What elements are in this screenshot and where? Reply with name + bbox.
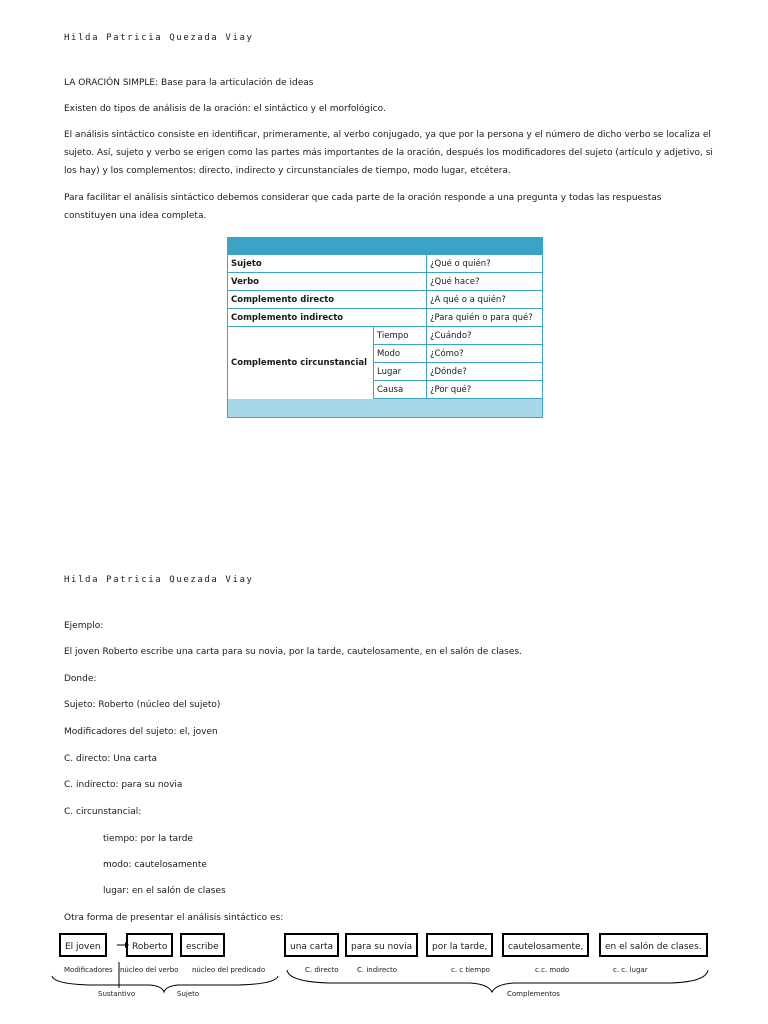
sentence-part-box: para su novia	[345, 933, 418, 957]
example-subline: tiempo: por la tarde	[103, 834, 193, 844]
sentence-part-box: por la tarde,	[426, 933, 493, 957]
example-line: C. indirecto: para su novia	[64, 780, 183, 790]
box-label: c. c tiempo	[451, 966, 490, 974]
example-line: Donde:	[64, 674, 97, 684]
box-label: c. c. lugar	[613, 966, 648, 974]
arrow-head	[125, 942, 129, 948]
table-row	[228, 273, 543, 291]
sentence-part-box: en el salón de clases.	[599, 933, 708, 957]
page1-author: Hilda Patricia Quezada Viay	[64, 33, 254, 43]
table-cell-question: ¿Cuándo?	[427, 327, 543, 345]
table-cell-part: Complemento directo	[228, 291, 427, 309]
page2-author: Hilda Patricia Quezada Viay	[64, 575, 254, 585]
sentence-part-box: una carta	[284, 933, 339, 957]
table-cell-sub: Modo	[374, 345, 427, 363]
table-row	[228, 327, 543, 345]
table-header-row	[228, 238, 543, 256]
table-cell-question: ¿Dónde?	[427, 363, 543, 381]
table-cell-question: ¿A qué o a quién?	[427, 291, 543, 309]
analysis-brackets	[0, 930, 768, 1000]
syntax-questions-table	[227, 237, 543, 418]
example-line: Ejemplo:	[64, 621, 104, 631]
box-label: C. directo	[305, 966, 339, 974]
example-subline: modo: cautelosamente	[103, 860, 207, 870]
sentence-part-box: El joven	[59, 933, 107, 957]
alt-analysis-intro: Otra forma de presentar el análisis sintáctico es:	[64, 913, 284, 923]
page1-paragraph-3: Para facilitar el análisis sintáctico debemos considerar que cada parte de la oración responde a una pregunta y todas las respuestas constituyen una idea completa.	[64, 193, 662, 221]
table-footer-row	[228, 399, 543, 418]
box-label: núcleo del predicado	[192, 966, 266, 974]
table-cell-question: ¿Por qué?	[427, 381, 543, 399]
table-cell-question: ¿Qué hace?	[427, 273, 543, 291]
sujeto-brace	[52, 976, 278, 992]
table-row	[228, 309, 543, 327]
box-label: c.c. modo	[535, 966, 570, 974]
example-line: El joven Roberto escribe una carta para su novia, por la tarde, cautelosamente, en el salón de clases.	[64, 647, 522, 657]
page1-paragraph-2: El análisis sintáctico consiste en identificar, primeramente, al verbo conjugado, ya que por la persona y el número de dicho verbo se localiza el sujeto. Así, sujeto y verbo se erigen como las partes más importantes de la oración, después los modificadores del sujeto (artículo y adjetivo, si los hay) y los complementos: directo, indirecto y circunstanciales de tiempo, modo lugar, etcétera.	[64, 130, 713, 176]
table-cell-part: Verbo	[228, 273, 427, 291]
example-line: C. circunstancial:	[64, 807, 142, 817]
group-label: Sustantivo	[98, 990, 136, 998]
table-cell-sub: Causa	[374, 381, 427, 399]
table-row	[228, 255, 543, 273]
example-subline: lugar: en el salón de clases	[103, 886, 226, 896]
table-cell-part: Sujeto	[228, 255, 427, 273]
example-line: Modificadores del sujeto: el, joven	[64, 727, 218, 737]
complementos-brace	[287, 970, 708, 992]
table-row	[228, 291, 543, 309]
table-cell-part: Complemento indirecto	[228, 309, 427, 327]
table-cell-question: ¿Para quién o para qué?	[427, 309, 543, 327]
group-label: Complementos	[507, 990, 560, 998]
sentence-part-box: cautelosamente,	[502, 933, 589, 957]
table-cell-question: ¿Cómo?	[427, 345, 543, 363]
table-cell-sub: Tiempo	[374, 327, 427, 345]
table-cell-part: Complemento circunstancial	[231, 357, 368, 368]
sentence-part-box: escribe	[180, 933, 225, 957]
group-label: Sujeto	[177, 990, 200, 998]
box-label: núcleo del verbo	[120, 966, 179, 974]
example-line: C. directo: Una carta	[64, 754, 158, 764]
table-cell-question: ¿Qué o quién?	[427, 255, 543, 273]
table-cell-sub: Lugar	[374, 363, 427, 381]
example-line: Sujeto: Roberto (núcleo del sujeto)	[64, 700, 221, 710]
box-label: C. indirecto	[357, 966, 398, 974]
page1-title: LA ORACIÓN SIMPLE: Base para la articulación de ideas	[64, 78, 314, 88]
page1-paragraph-1: Existen do tipos de análisis de la oración: el sintáctico y el morfológico.	[64, 104, 386, 114]
box-label: Modificadores	[64, 966, 113, 974]
sentence-part-box: Roberto	[126, 933, 173, 957]
